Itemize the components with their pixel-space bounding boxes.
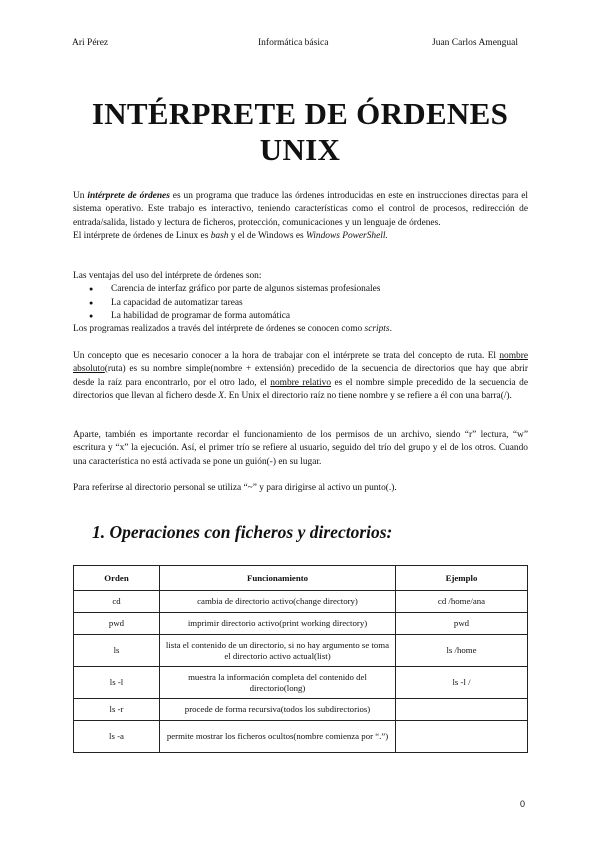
advantages-intro: Las ventajas del uso del intérprete de órdenes son: — [73, 271, 262, 281]
home-paragraph: Para referirse al directorio personal se utiliza “~” y para dirigirse al activo un punto(.). — [73, 483, 397, 493]
header-author: Ari Pérez — [72, 38, 109, 48]
powershell-term: Windows PowerShell. — [306, 230, 388, 241]
interpreter-term: intérprete de órdenes — [87, 191, 170, 201]
cmd-cell: ls -l — [74, 667, 160, 699]
desc-cell: lista el contenido de un directorio, si no hay argumento se toma el directorio activo actual(list) — [160, 635, 396, 667]
page-number: 0 — [520, 799, 526, 809]
advantages-list — [73, 283, 528, 323]
example-cell — [396, 699, 528, 721]
page-title — [60, 96, 540, 168]
commands-table — [73, 565, 528, 753]
desc-cell: muestra la información completa del contenido del directorio(long) — [160, 667, 396, 699]
column-header-function: Funcionamiento — [160, 566, 396, 591]
desc-cell: procede de forma recursiva(todos los subdirectorios) — [160, 699, 396, 721]
intro-paragraph: Un intérprete de órdenes es un programa que traduce las órdenes introducidas en este en instrucciones directas para el sistema operativo. Este trabajo es interactivo, teniendo características como el control de procesos, redirección de entrada/salida, listado y lectura de ficheros, protección, comunicaciones y un lenguaje de órdenes. — [73, 191, 528, 228]
example-cell: pwd — [396, 613, 528, 635]
example-cell: cd /home/ana — [396, 591, 528, 613]
example-cell: ls -l / — [396, 667, 528, 699]
scripts-term: scripts — [364, 324, 390, 335]
table-row — [74, 667, 528, 699]
absolute-name-term: nombre absoluto — [73, 351, 528, 375]
advantage-item: ● La habilidad de programar de forma automática — [103, 310, 528, 323]
table-row — [74, 591, 528, 613]
desc-cell: permite mostrar los ficheros ocultos(nombre comienza por “.”) — [160, 721, 396, 753]
route-paragraph: Un concepto que es necesario conocer a la hora de trabajar con el intérprete se trata del concepto de ruta. El nombre absoluto(ruta) es su nombre simple(nombre + extensión) precedido de la secuencia de directorios que hay que abrir desde la raíz para encontrarlo, por el otro lado, el nombre relativo es el nombre simple precedido de la secuencia de directorios que llevan al fichero desde X. En Unix el directorio raíz no tiene nombre y se refiere a él con una barra(/). — [73, 351, 528, 401]
table-row — [74, 613, 528, 635]
advantages-block — [73, 270, 528, 336]
advantage-item: ● La capacidad de automatizar tareas — [103, 297, 528, 310]
cmd-cell: cd — [74, 591, 160, 613]
desc-cell: imprimir directorio activo(print working directory) — [160, 613, 396, 635]
permissions-paragraph: Aparte, también es importante recordar el funcionamiento de los permisos de un archivo, siendo “r” lectura, “w” escritura y “x” la ejecución. Así, el primer trío se refiere al usuario, seguido del trío del grupo y el de los otros. Cuando una característica no está activada se pone un guión(-) en su lugar. — [73, 430, 528, 467]
header-subject: Informática básica — [258, 38, 329, 48]
page-title-line2: UNIX — [259, 132, 341, 167]
shells-paragraph: El intérprete de órdenes de Linux es bash y el de Windows es Windows PowerShell. — [73, 230, 388, 241]
scripts-paragraph: Los programas realizados a través del intérprete de órdenes se conocen como scripts. — [73, 324, 392, 335]
column-header-example: Ejemplo — [396, 566, 528, 591]
cmd-cell: pwd — [74, 613, 160, 635]
table-row — [74, 635, 528, 667]
column-header-order: Orden — [74, 566, 160, 591]
cmd-cell: ls -a — [74, 721, 160, 753]
table-header-row — [74, 566, 528, 591]
desc-cell: cambia de directorio activo(change directory) — [160, 591, 396, 613]
table-row — [74, 721, 528, 753]
intro-block — [73, 190, 528, 243]
cmd-cell: ls — [74, 635, 160, 667]
bash-term: bash — [210, 230, 229, 241]
relative-name-term: nombre relativo — [270, 377, 332, 388]
header-teacher: Juan Carlos Amengual — [432, 38, 519, 48]
page-title-line1: INTÉRPRETE DE ÓRDENES — [91, 96, 509, 131]
section-heading: 1. Operaciones con ficheros y directorios: — [92, 522, 393, 542]
example-cell: ls /home — [396, 635, 528, 667]
advantage-item: ● Carencia de interfaz gráfico por parte de algunos sistemas profesionales — [103, 283, 528, 296]
table-row — [74, 699, 528, 721]
cmd-cell: ls -r — [74, 699, 160, 721]
example-cell — [396, 721, 528, 753]
